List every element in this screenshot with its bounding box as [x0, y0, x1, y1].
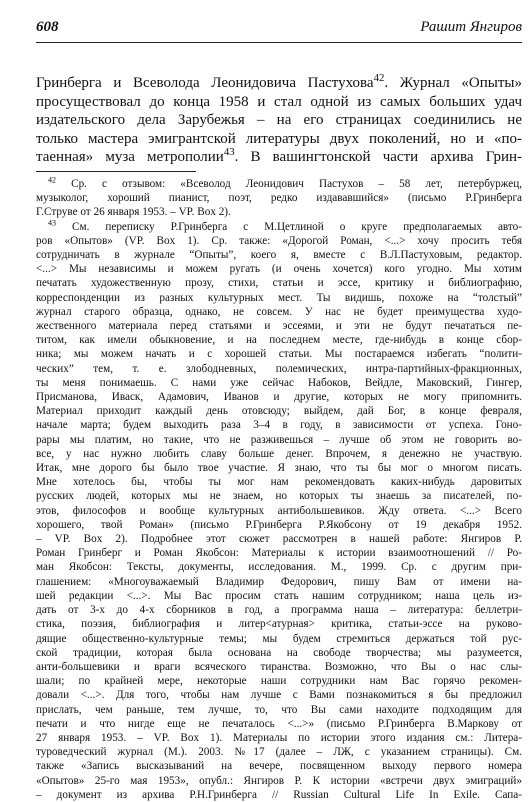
text-line — [36, 93, 522, 112]
main-text — [36, 74, 522, 167]
footnote-text: русских людей, которых мы не знаем, но которых ты знаешь за писателей, по- — [36, 490, 522, 503]
footnote-line — [36, 774, 522, 788]
footnotes — [36, 177, 522, 802]
text-line — [36, 111, 522, 130]
footnote-line — [36, 234, 522, 248]
footnote-line — [36, 347, 522, 361]
footnote-line — [36, 560, 522, 574]
footnote-line — [36, 205, 522, 219]
footnote-line — [36, 333, 522, 347]
footnote-text: ника; мы можем начать и с хорошей статьи. Мы постараемся избегать “полити- — [36, 348, 522, 361]
footnote-line — [36, 276, 522, 290]
text-segment: просуществовал до конца 1958 и стал одной из самых больших удач — [36, 93, 522, 110]
footnote-text: стика, поэзия, библиография и литер<атурная> критика, статьи-эссе на руково- — [36, 618, 522, 631]
footnote-text: Мне хотелось бы, чтобы ты мог нам рекомендовать каких-нибудь даровитых — [36, 476, 522, 489]
footnote-text: журнал старого образца, однако, не совсем. У нас не будет преимущества худо- — [36, 305, 522, 318]
footnote-text: Ср. с отзывом: «Всеволод Леонидович Пастухов – 58 лет, петербуржец, — [56, 178, 522, 190]
text-segment: . В вашингтонской части архива Грин- — [234, 149, 522, 166]
footnote-line — [36, 688, 522, 702]
footnote-line — [36, 504, 522, 518]
footnote-text: – документ из архива Р.Н.Гринберга // Russian Cultural Life In Exile. Сапа- — [36, 788, 522, 801]
footnote-text: также «Запись высказываний на вечере, посвященном выходу первого номера — [36, 760, 522, 773]
text-line — [36, 74, 522, 93]
footnote-line — [36, 759, 522, 773]
footnote-line — [36, 489, 522, 503]
footnote-text: корреспонденции из разных культурных мест. Ты видишь, похоже на “толстый” — [36, 291, 522, 304]
footnote-line — [36, 546, 522, 560]
footnote-line — [36, 731, 522, 745]
footnote-line — [36, 291, 522, 305]
footnote-line — [36, 376, 522, 390]
footnote-text: этов, философов и вообще культурных антибольшевиков. Жду ответа. <...> Всего — [36, 504, 522, 517]
footnote-line — [36, 248, 522, 262]
text-line — [36, 148, 522, 167]
footnote-text: прислать, чем раньше, тем лучше, то, что Вы сами находите подходящим для — [36, 703, 522, 716]
footnote-text: шей редакции <...>. Мы Вас просим стать нашим сотрудником; наша цель из- — [36, 589, 522, 602]
footnote-line — [36, 177, 522, 191]
footnote-line — [36, 518, 522, 532]
footnote-text: шали; по крайней мере, некоторые наши сотрудники нам Вас горячо рекомен- — [36, 675, 522, 688]
footnote-rule — [36, 171, 196, 172]
footnote-text: музыколог, хороший пианист, поэт, редко издававшийся» (письмо Р.Гринберга — [36, 192, 522, 205]
footnote-line — [36, 745, 522, 759]
footnote-text: Роман Гринберг и Роман Якобсон: Материалы к истории взаимоотношений // Ро- — [36, 547, 522, 560]
footnote-line — [36, 717, 522, 731]
footnote-text: дать от 3-х до 4-х сборников в год, а программа наша – литература: беллетри- — [36, 604, 522, 617]
footnote-line — [36, 674, 522, 688]
footnote-text: ман Якобсон: Тексты, документы, исследования. М., 1999. Ср. с другим при- — [36, 561, 522, 574]
footnote-line — [36, 461, 522, 475]
footnote-text: довали <...>. Для того, чтобы нам лучше с Вами познакомиться я бы предложил — [36, 689, 522, 702]
footnote-line — [36, 703, 522, 717]
footnote-line — [36, 475, 522, 489]
footnote-text: 27 января 1953. – VP. Box 1). Материалы по истории этого издания см.: Литера- — [36, 731, 522, 744]
footnote-line — [36, 617, 522, 631]
footnote-text: Г.Струве от 26 января 1953. – VP. Box 2). — [36, 206, 231, 219]
footnote-line — [36, 603, 522, 617]
footnote-text: Материал приходит каждый день отовсюду; выйдем, дай Бог, в конце февраля, — [36, 405, 522, 418]
footnote-text: туроведческий журнал (М.). 2003. №17 (далее – ЛЖ, с указанием страницы). См. — [36, 746, 522, 759]
footnote-line — [36, 433, 522, 447]
footnote-text: сотрудничать в журнале “Опыты”, коего я, вместе с В.Л.Пастуховым, редактор. — [36, 249, 522, 262]
footnote-line — [36, 418, 522, 432]
footnote-line — [36, 319, 522, 333]
footnote-line — [36, 660, 522, 674]
footnote-text: глашением: «Многоуважаемый Владимир Федорович, пишу Вам от имени на- — [36, 575, 522, 588]
running-head: Рашит Янгиров — [420, 19, 522, 35]
header-rule — [36, 42, 522, 43]
footnote-line — [36, 305, 522, 319]
footnote-text: ров «Опытов» (VP. Box 1). Ср. также: «Дорогой Роман, <...> хочу просить тебя — [36, 234, 522, 247]
footnote-text: хорошего, твой Роман» (письмо Р.Гринберга Р.Якобсону от 19 декабря 1952. — [36, 518, 522, 531]
footnote-line — [36, 404, 522, 418]
text-line — [36, 130, 522, 149]
footnote-line — [36, 575, 522, 589]
page-number: 608 — [36, 19, 59, 35]
footnote-text: Итак, мне дорого бы было твое участие. Я знаю, что ты бы мог о многом писать. — [36, 462, 522, 475]
footnote-line — [36, 632, 522, 646]
footnote-text: дящие общественно-культурные темы; мы будем стремиться держаться той рус- — [36, 632, 522, 645]
footnote-ref: 43 — [223, 148, 235, 159]
footnote-text: все, у нас нужно любить славу больше денег. Впрочем, я денежно не участвую. — [36, 447, 522, 460]
footnote-text: Присманова, Иваск, Адамович, Иванов и другие, которых не могу припомнить. — [36, 391, 522, 404]
text-segment: таенная» муза метрополии — [36, 149, 224, 166]
footnote-line — [36, 447, 522, 461]
footnote-text: – VP. Box 2). Подробнее этот сюжет рассмотрен в нашей работе: Янгиров Р. — [36, 533, 522, 546]
footnote-text: печатать художественную прозу, стихи, статьи и эссе, критику и библиографию, — [36, 277, 522, 290]
footnote-text: «Опытов» 25-го мая 1953», опубл.: Янгиров Р. К истории «встречи двух эмиграций» — [36, 774, 522, 787]
text-segment: Гринберга и Всеволода Леонидовича Пастухова — [36, 75, 374, 91]
footnote-ref: 42 — [373, 74, 385, 84]
footnote-line — [36, 362, 522, 376]
footnote-line — [36, 532, 522, 546]
footnote-text: печати и что нигде еще не печаталось <...>» (письмо Р.Гринберга В.Маркову от — [36, 717, 522, 730]
footnote-text: См. переписку Р.Гринберга с М.Цетлиной о круге предполагаемых авто- — [56, 220, 522, 233]
footnote-line — [36, 262, 522, 276]
footnote-text: ской традиции, которая была основана на свободе творчества; мы разумеется, — [36, 646, 522, 659]
footnote-text: <...> Мы независимы и можем ругать (и очень хочется) кого угодно. Мы хотим — [36, 263, 522, 276]
footnote-text: начале марта; будем выходить раза 3–4 в году, в зависимости от успеха. Гоно- — [36, 419, 522, 432]
footnote-line — [36, 220, 522, 234]
footnote-text: жественного материала перед статьями и эссеями, и эти не будут печататься пе- — [36, 320, 522, 333]
footnote-text: рары мы платим, но такие, что не разживешься – лучше об этом не говорить во- — [36, 433, 522, 446]
footnote-number: 42 — [48, 177, 57, 185]
text-segment: . Журнал «Опыты» — [384, 75, 522, 91]
text-segment: издательского дела Зарубежья – на его страницах соединились не — [36, 112, 522, 129]
footnote-line — [36, 646, 522, 660]
footnote-text: анти-большевики и враги всяческого тиранства. Возможно, что Вы о нас слы- — [36, 660, 522, 673]
footnote-text: ческих” тем, т. е. злободневных, полемических, интра-партийных-фракционных, — [36, 362, 522, 375]
footnote-text: ты меня понимаешь. С нами уже сейчас Набоков, Вейдле, Маковский, Гингер, — [36, 376, 522, 389]
footnote-line — [36, 191, 522, 205]
footnote-line — [36, 589, 522, 603]
text-segment: только мастера эмигрантской литературы двух поколений, но и «по- — [36, 130, 522, 147]
footnote-number: 43 — [48, 219, 57, 227]
footnote-line — [36, 390, 522, 404]
footnote-text: титом, как имели обыкновение, и на последнем месте, где-нибудь в конце сбор- — [36, 334, 522, 347]
